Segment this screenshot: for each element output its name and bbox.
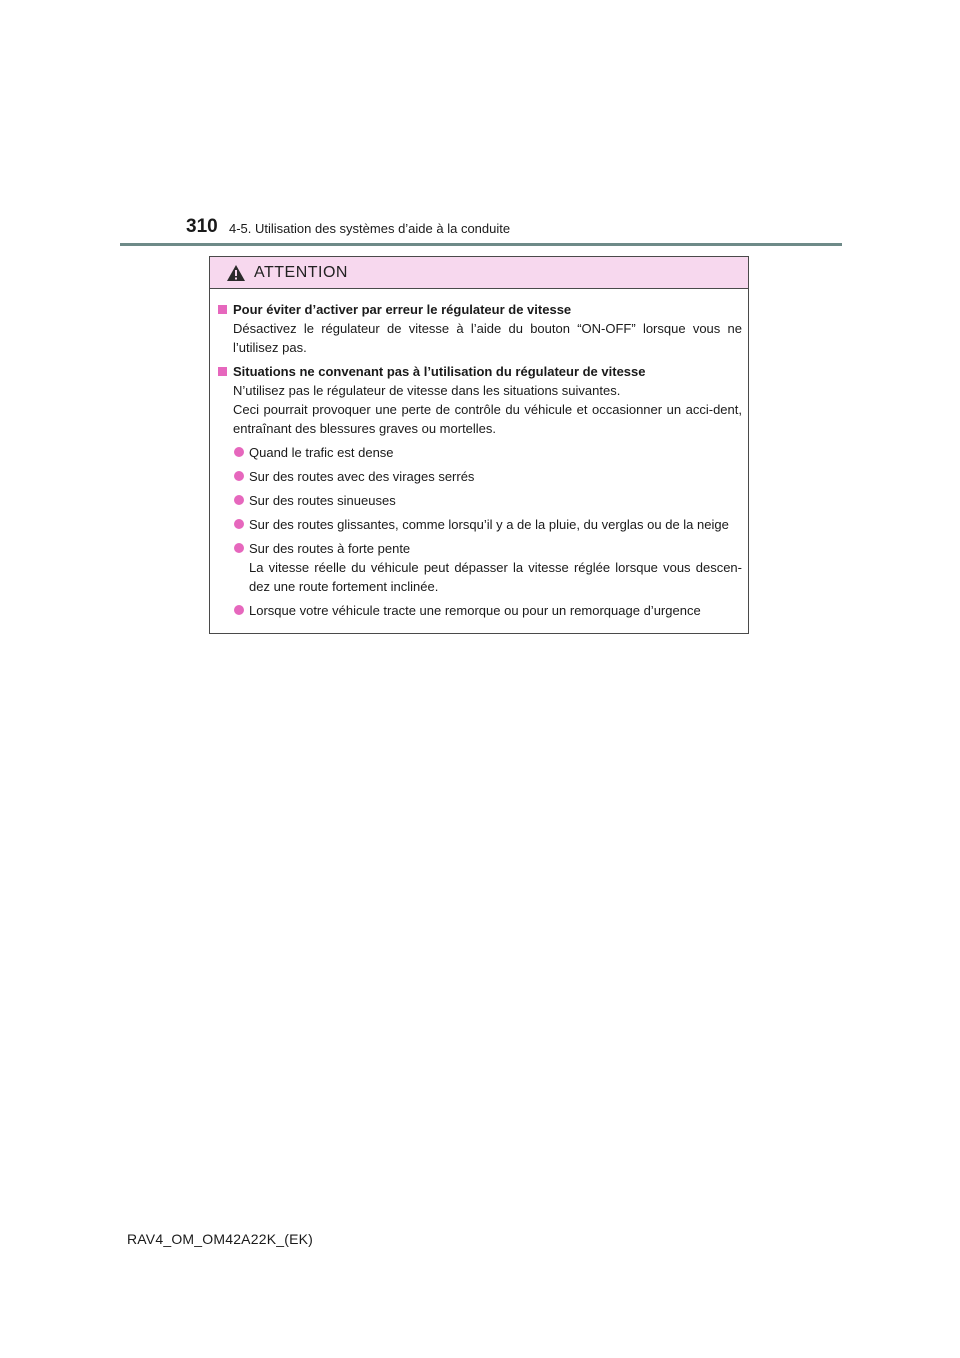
attention-title: ATTENTION <box>254 263 348 281</box>
section-title: 4-5. Utilisation des systèmes d’aide à la conduite <box>229 221 511 236</box>
round-bullet-icon <box>234 605 244 615</box>
round-bullet-icon <box>234 543 244 553</box>
paragraph: N’utilisez pas le régulateur de vitesse dans les situations suivantes. <box>233 383 621 398</box>
section-heading: Situations ne convenant pas à l’utilisation du régulateur de vitesse <box>218 362 742 381</box>
round-bullet-icon <box>234 519 244 529</box>
paragraph: Désactivez le régulateur de vitesse à l’aide du bouton “ON-OFF” lorsque vous ne l’utilisez pas. <box>233 321 742 355</box>
list-item-text: Sur des routes à forte pente <box>249 541 411 556</box>
list-item: Sur des routes avec des virages serrés <box>218 467 742 486</box>
list-item: Quand le trafic est dense <box>218 443 742 462</box>
list-item: Sur des routes sinueuses <box>218 491 742 510</box>
header-rule <box>120 243 842 246</box>
attention-header <box>210 257 748 289</box>
square-bullet-icon <box>218 367 227 376</box>
document-code: RAV4_OM_OM42A22K_(EK) <box>127 1231 314 1247</box>
paragraph: Ceci pourrait provoquer une perte de contrôle du véhicule et occasionner un acci-dent, entraînant des blessures graves ou mortelles. <box>233 402 742 436</box>
list-item-detail: La vitesse réelle du véhicule peut dépasser la vitesse réglée lorsque vous descen-dez une route fortement inclinée. <box>249 560 742 594</box>
section-heading: Pour éviter d’activer par erreur le régulateur de vitesse <box>218 300 742 319</box>
list-item <box>218 539 742 596</box>
attention-box <box>209 256 749 634</box>
attention-body <box>210 289 748 620</box>
list-item: Lorsque votre véhicule tracte une remorque ou pour un remorquage d’urgence <box>218 601 742 620</box>
page-number: 310 <box>186 216 218 237</box>
square-bullet-icon <box>218 305 227 314</box>
round-bullet-icon <box>234 447 244 457</box>
list-item: Sur des routes glissantes, comme lorsqu’il y a de la pluie, du verglas ou de la neige <box>218 515 742 534</box>
bullet-list <box>218 443 742 620</box>
round-bullet-icon <box>234 471 244 481</box>
round-bullet-icon <box>234 495 244 505</box>
warning-triangle-icon <box>226 264 246 282</box>
